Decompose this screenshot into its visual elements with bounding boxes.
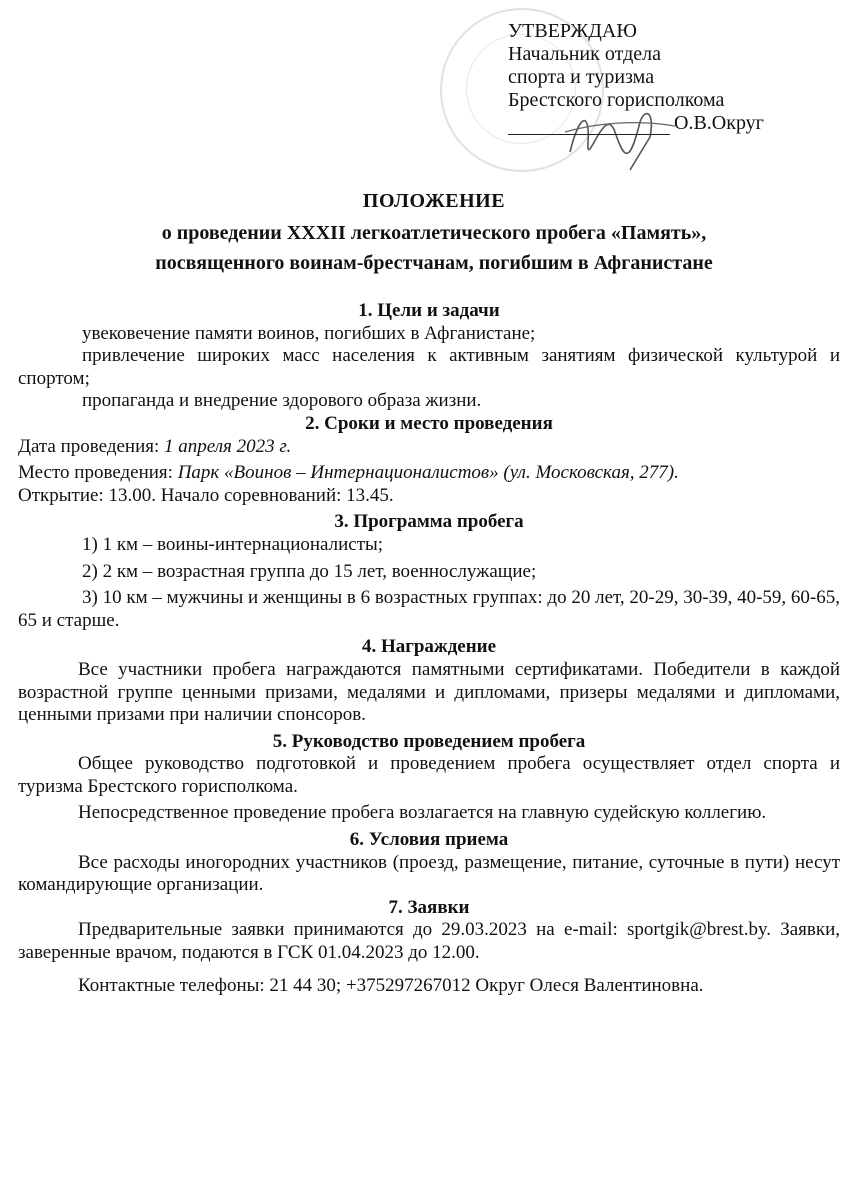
section-3-heading: 3. Программа пробега <box>334 511 524 533</box>
contact-text: Контактные телефоны: 21 44 30; +375297267012 Округ Олеся Валентиновна. <box>78 974 704 996</box>
section-6-heading: 6. Условия приема <box>349 829 509 851</box>
document-body <box>18 300 840 997</box>
approval-position-line3: Брестского горисполкома <box>508 89 725 111</box>
section-7-heading: 7. Заявки <box>388 896 470 918</box>
goal-item: привлечение широких масс населения к активным занятиям физической культурой и спортом; <box>18 345 840 389</box>
approval-block <box>508 20 764 135</box>
management-text: Непосредственное проведение пробега возлагается на главную судейскую коллегию. <box>78 802 767 824</box>
conditions-text: Все расходы иногородних участников (проезд, размещение, питание, суточные в пути) несут командирующие организации. <box>18 851 840 896</box>
approval-signer: О.В.Округ <box>674 112 764 134</box>
document-title: ПОЛОЖЕНИЕ <box>362 190 506 212</box>
section-1-heading: 1. Цели и задачи <box>358 300 500 321</box>
management-text: Общее руководство подготовкой и проведением пробега осуществляет отдел спорта и туризма Брестского горисполкома. <box>18 753 840 797</box>
event-date-value: 1 апреля 2023 г. <box>164 435 292 457</box>
event-opening: Открытие: 13.00. Начало соревнований: 13.45. <box>18 484 394 506</box>
goal-item: увековечение памяти воинов, погибших в Афганистане; <box>82 322 536 344</box>
section-5-heading: 5. Руководство проведением пробега <box>272 730 586 752</box>
event-place-value: Парк «Воинов – Интернационалистов» (ул. Московская, 277). <box>177 462 679 484</box>
program-item: 3) 10 км – мужчины и женщины в 6 возрастных группах: до 20 лет, 20-29, 30-39, 40-59, 60-65, 65 и старше. <box>18 587 840 631</box>
section-4-heading: 4. Награждение <box>361 636 497 658</box>
approval-signature-row <box>508 112 764 135</box>
awards-text: Все участники пробега награждаются памятными сертификатами. Победители в каждой возрастной группе ценными призами, медалями и дипломами, призеры медалями и дипломами, ценными призами при наличии спонсоров. <box>18 658 840 726</box>
program-item: 2) 2 км – возрастная группа до 15 лет, военнослужащие; <box>82 560 537 582</box>
document-subtitle-line1: о проведении XXXII легкоатлетического пробега «Память», <box>161 222 707 244</box>
section-2-heading: 2. Сроки и место проведения <box>305 412 553 434</box>
document-subtitle-line2: посвященного воинам-брестчанам, погибшим в Афганистане <box>155 252 713 274</box>
event-date <box>18 436 840 459</box>
signature-line <box>508 116 670 135</box>
event-place <box>18 462 840 485</box>
approval-heading: УТВЕРЖДАЮ <box>508 20 637 42</box>
applications-text: Предварительные заявки принимаются до 29.03.2023 на e-mail: sportgik@brest.by. Заявки, заверенные врачом, подаются в ГСК 01.04.2023 до 12.00. <box>18 919 840 964</box>
goal-item: пропаганда и внедрение здорового образа жизни. <box>82 390 482 412</box>
program-item: 1) 1 км – воины-интернационалисты; <box>82 533 384 555</box>
event-place-label: Место проведения: <box>18 462 178 484</box>
approval-position-line1: Начальник отдела <box>508 43 661 65</box>
event-date-label: Дата проведения: <box>18 435 165 457</box>
approval-position-line2: спорта и туризма <box>508 66 655 88</box>
